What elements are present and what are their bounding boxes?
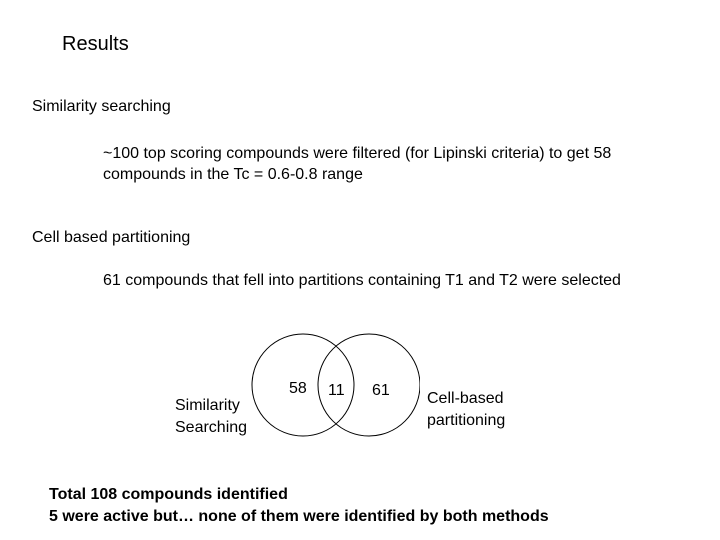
cell-partitioning-description: 61 compounds that fell into partitions containing T1 and T2 were selected: [103, 272, 621, 289]
summary: [49, 484, 549, 528]
similarity-heading: Similarity searching: [32, 98, 171, 115]
similarity-description-line2: compounds in the Tc = 0.6-0.8 range: [103, 166, 363, 183]
similarity-description: [103, 143, 611, 185]
summary-line2: 5 were active but… none of them were identified by both methods: [49, 508, 549, 525]
venn-count-overlap: 11: [328, 382, 345, 399]
summary-line1: Total 108 compounds identified: [49, 486, 288, 503]
page-title: Results: [62, 33, 129, 55]
venn-diagram: [250, 330, 420, 440]
venn-label-similarity: [175, 395, 247, 439]
venn-label-cell-based-line2: partitioning: [427, 412, 506, 429]
venn-count-cell-based-only: 61: [372, 382, 390, 399]
venn-label-similarity-line2: Searching: [175, 419, 248, 436]
venn-count-similarity-only: 58: [289, 380, 307, 397]
cell-partitioning-heading: Cell based partitioning: [32, 229, 191, 246]
venn-label-cell-based-line1: Cell-based: [427, 390, 504, 407]
venn-label-cell-based: [427, 388, 505, 432]
similarity-description-line1: ~100 top scoring compounds were filtered (for Lipinski criteria) to get 58: [103, 145, 612, 162]
venn-label-similarity-line1: Similarity: [175, 397, 240, 414]
